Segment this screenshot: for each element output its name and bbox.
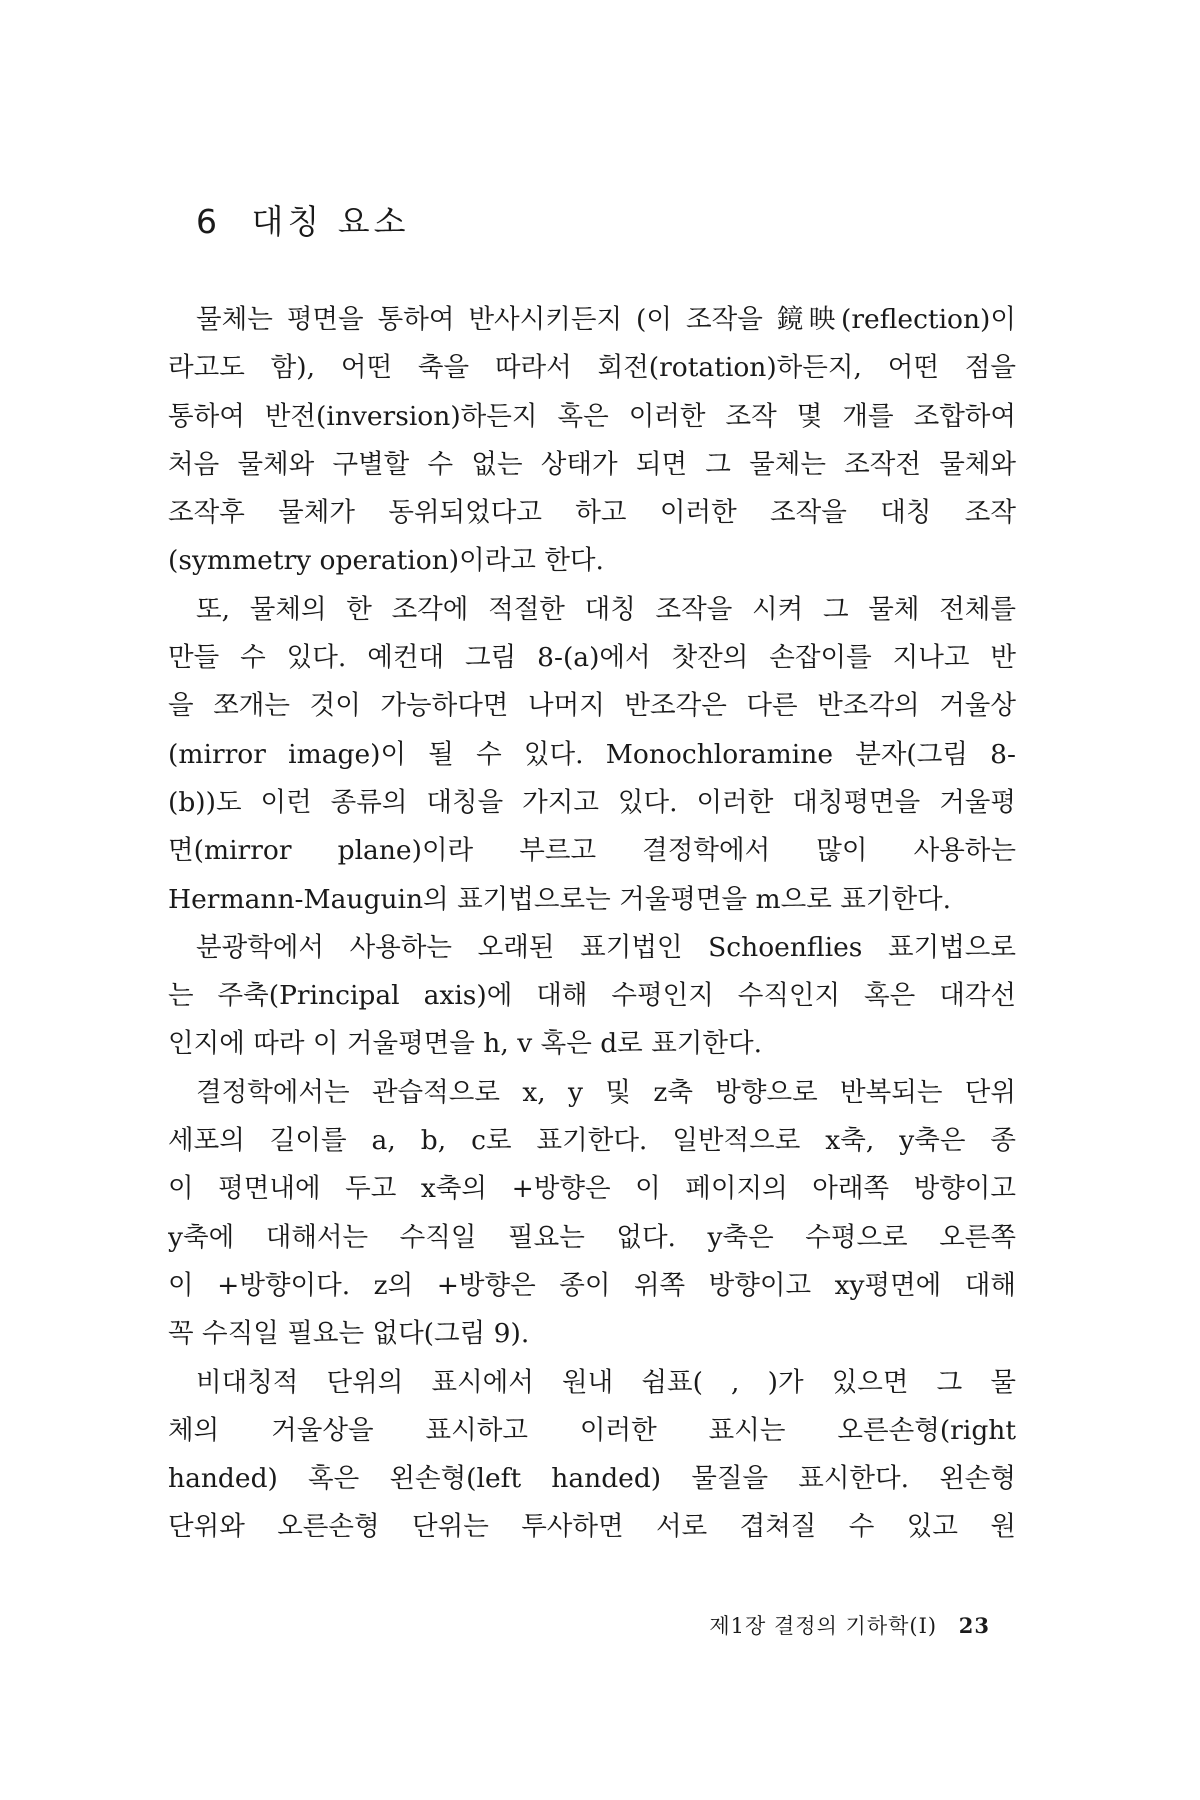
text-line: 이 +방향이다. z의 +방향은 종이 위쪽 방향이고 xy평면에 대해 — [168, 1269, 1016, 1301]
body-text — [168, 296, 1016, 1552]
text-line: 비대칭적 단위의 표시에서 원내 쉼표( , )가 있으면 그 물 — [196, 1366, 1016, 1398]
text-line: (symmetry operation)이라고 한다. — [168, 545, 604, 577]
text-line: Hermann-Mauguin의 표기법으로는 거울평면을 m으로 표기한다. — [168, 883, 952, 915]
text-line: 만들 수 있다. 예컨대 그림 8-(a)에서 찻잔의 손잡이를 지나고 반 — [168, 642, 1016, 674]
section-title: 대칭 요소 — [251, 202, 410, 241]
section-heading — [196, 196, 410, 243]
text-line: 처음 물체와 구별할 수 없는 상태가 되면 그 물체는 조작전 물체와 — [168, 448, 1016, 480]
text-line: 단위와 오른손형 단위는 투사하면 서로 겹쳐질 수 있고 원 — [168, 1511, 1016, 1543]
text-line: y축에 대해서는 수직일 필요는 없다. y축은 수평으로 오른쪽 — [168, 1221, 1016, 1253]
text-line: 분광학에서 사용하는 오래된 표기법인 Schoenflies 표기법으로 — [196, 931, 1016, 963]
page-number: 23 — [958, 1613, 990, 1638]
text-line: 조작후 물체가 동위되었다고 하고 이러한 조작을 대칭 조작 — [168, 497, 1016, 529]
text-line: 물체는 평면을 통하여 반사시키든지 (이 조작을 鏡映(reflection)이 — [196, 304, 1016, 335]
running-title: 제1장 결정의 기하학(I) — [709, 1614, 938, 1638]
text-line: 세포의 길이를 a, b, c로 표기한다. 일반적으로 x축, y축은 종 — [168, 1125, 1016, 1157]
text-line: 라고도 함), 어떤 축을 따라서 회전(rotation)하든지, 어떤 점을 — [168, 352, 1016, 384]
text-line: 인지에 따라 이 거울평면을 h, v 혹은 d로 표기한다. — [168, 1028, 763, 1060]
text-line: 또, 물체의 한 조각에 적절한 대칭 조작을 시켜 그 물체 전체를 — [196, 593, 1016, 625]
text-line: 꼭 수직일 필요는 없다(그림 9). — [168, 1318, 530, 1350]
text-line: (mirror image)이 될 수 있다. Monochloramine 분자(그림 8- — [168, 738, 1016, 770]
text-line: 을 쪼개는 것이 가능하다면 나머지 반조각은 다른 반조각의 거울상 — [168, 690, 1016, 722]
page-footer — [709, 1610, 990, 1640]
text-line: 체의 거울상을 표시하고 이러한 표시는 오른손형(right — [168, 1414, 1016, 1446]
text-line: 이 평면내에 두고 x축의 +방향은 이 페이지의 아래쪽 방향이고 — [168, 1173, 1016, 1205]
text-line: handed) 혹은 왼손형(left handed) 물질을 표시한다. 왼손형 — [168, 1463, 1016, 1495]
section-number: 6 — [196, 202, 221, 241]
text-line: 면(mirror plane)이라 부르고 결정학에서 많이 사용하는 — [168, 835, 1016, 867]
text-line: 결정학에서는 관습적으로 x, y 및 z축 방향으로 반복되는 단위 — [196, 1076, 1016, 1108]
text-line: 는 주축(Principal axis)에 대해 수평인지 수직인지 혹은 대각선 — [168, 980, 1016, 1012]
text-line: 통하여 반전(inversion)하든지 혹은 이러한 조작 몇 개를 조합하여 — [168, 400, 1016, 432]
text-line: (b))도 이런 종류의 대칭을 가지고 있다. 이러한 대칭평면을 거울평 — [168, 786, 1016, 818]
